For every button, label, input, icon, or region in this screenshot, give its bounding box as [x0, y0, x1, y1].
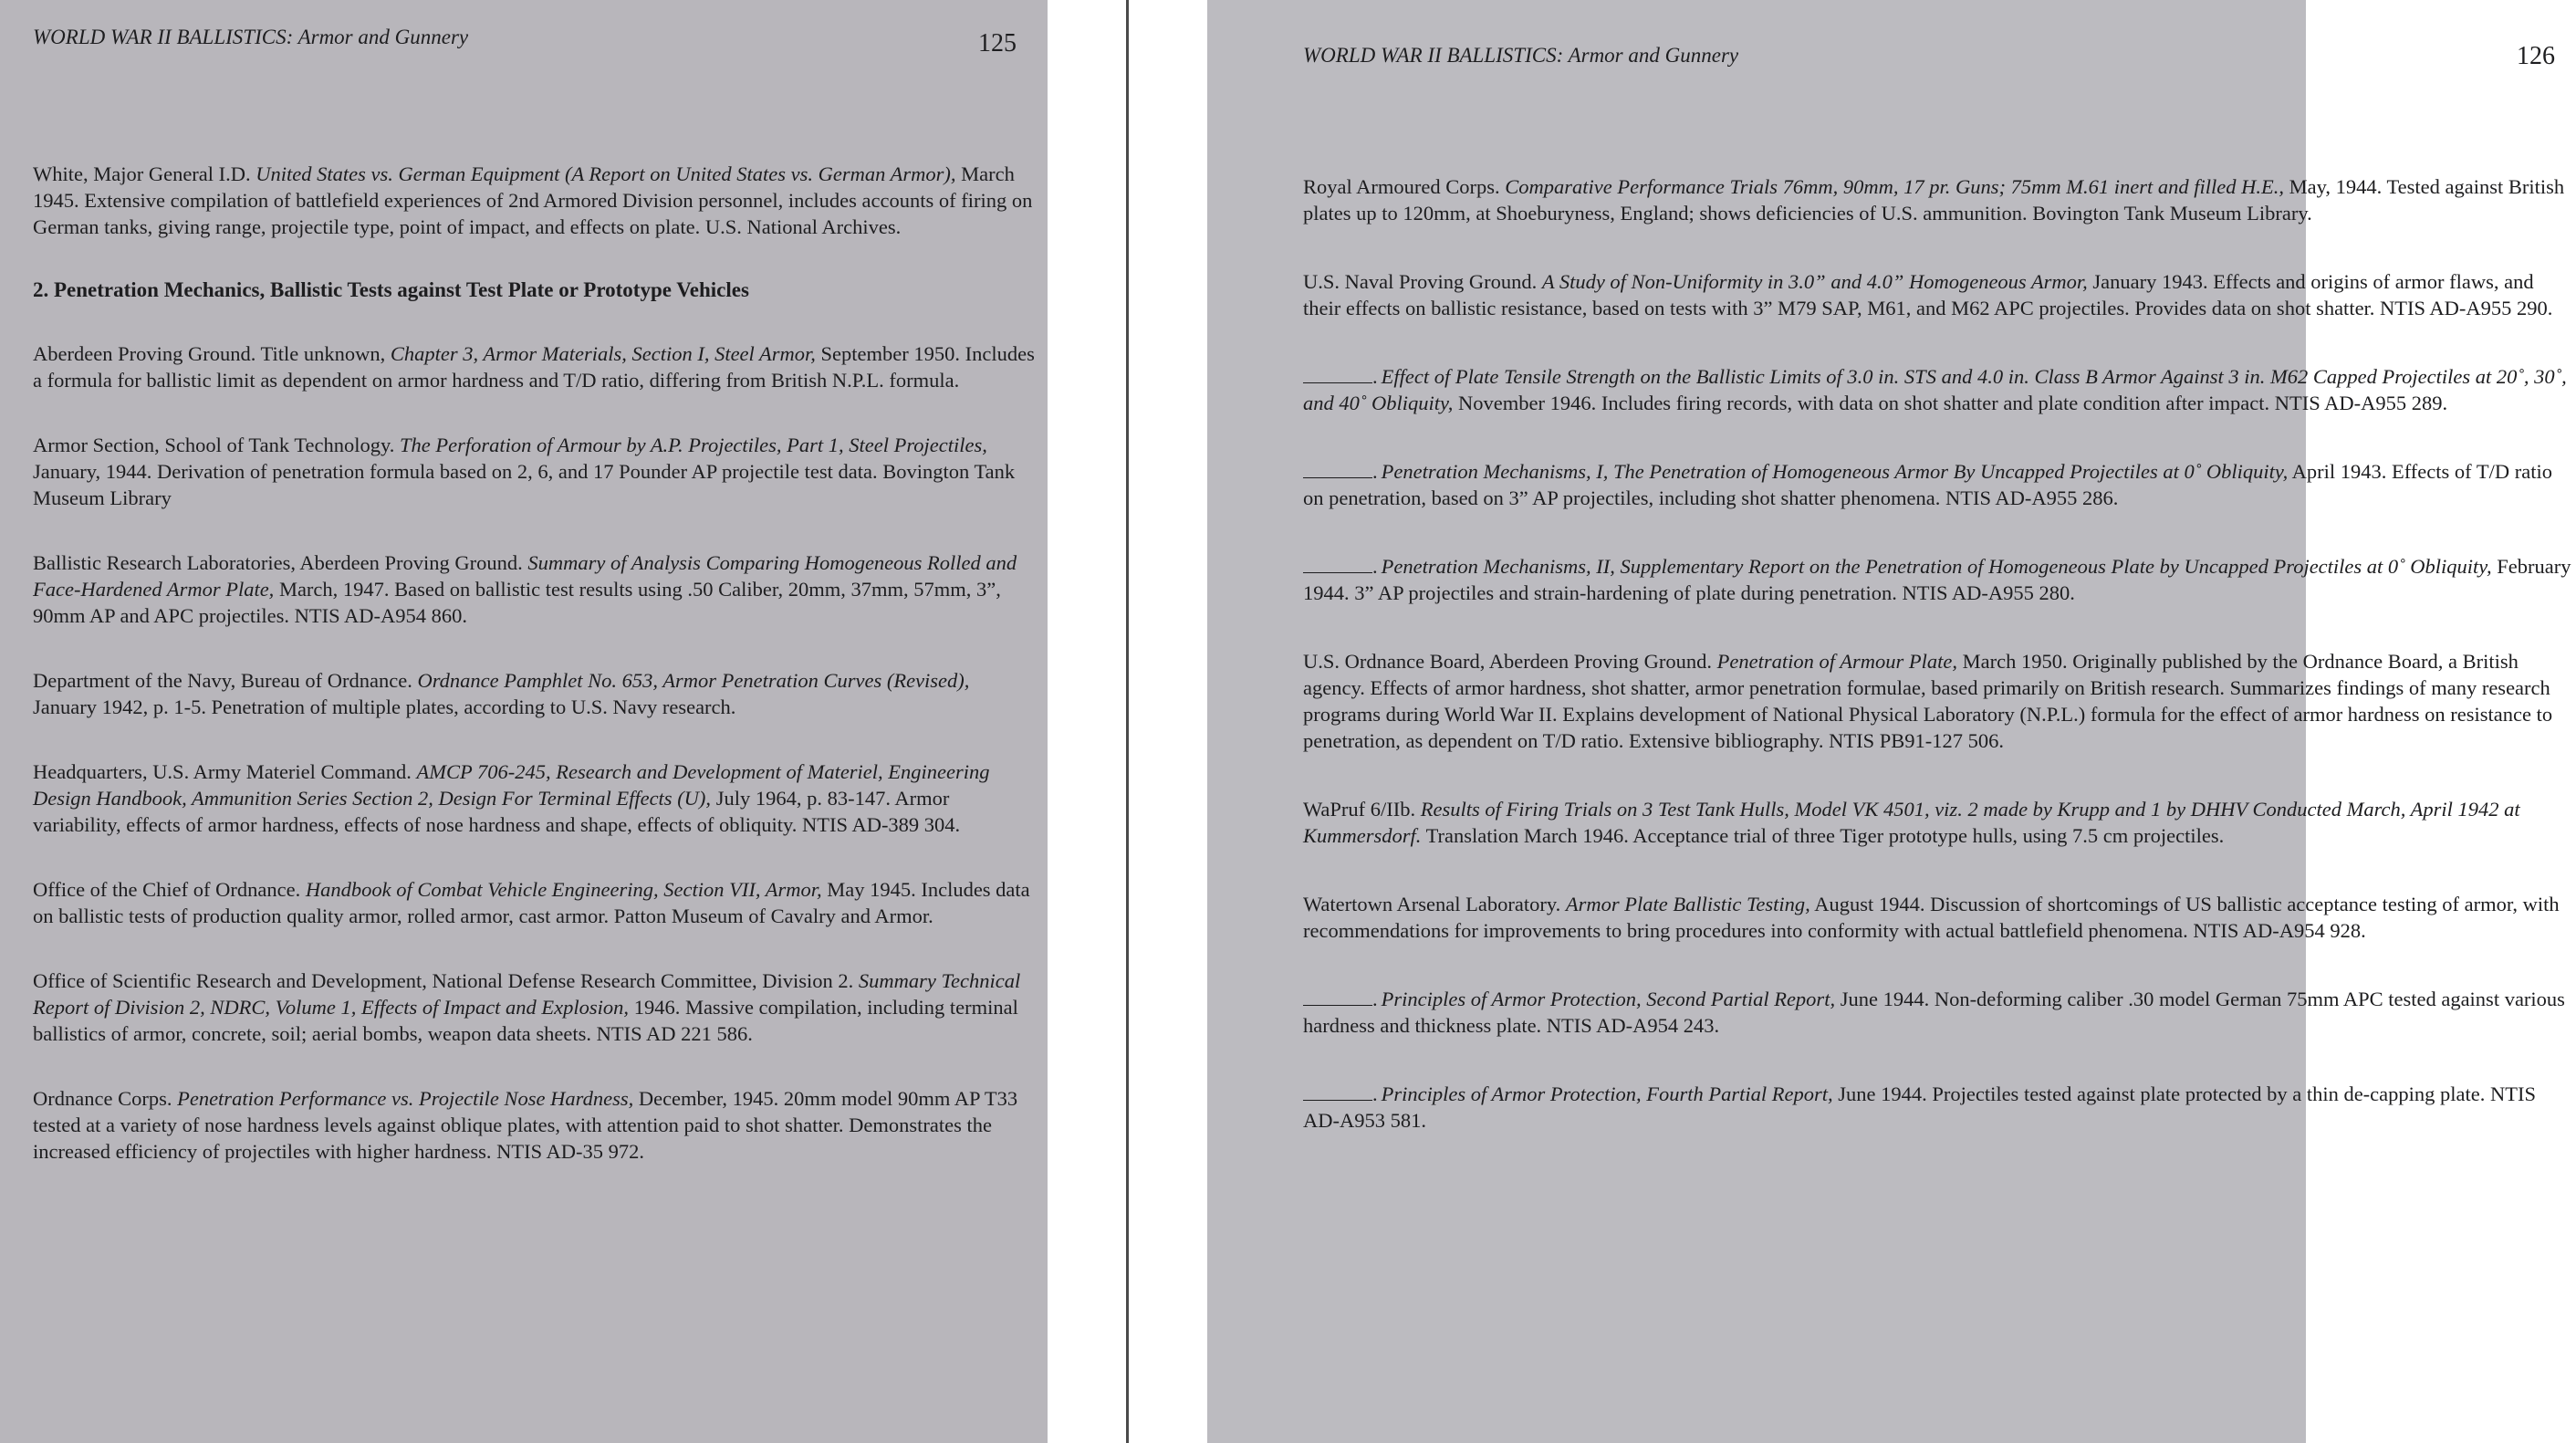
entry-author: Ordnance Corps.: [33, 1087, 172, 1110]
bibliography-list: [1303, 173, 2576, 1134]
entry-title: Comparative Performance Trials 76mm, 90mm, 17 pr. Guns; 75mm M.61 inert and filled H.E.,: [1505, 175, 2284, 198]
entry-description: January 1942, p. 1-5. Penetration of multiple plates, according to U.S. Navy research.: [33, 695, 736, 718]
entry-description: January 1943. Effects and origins of armor flaws, and their effects on ballistic resistance, based on tests with 3” M79 SAP, M61, and M62 APC projectiles. Provides data on shot shatter. NTIS AD-A955 290.: [1303, 270, 2553, 319]
entry-title: Penetration Mechanisms, II, Supplementary Report on the Penetration of Homogeneous Plate by Uncapped Projectiles at 0˚ Obliquity,: [1381, 555, 2492, 578]
ditto-author-rule: [1303, 988, 1372, 1006]
entry-author: Royal Armoured Corps.: [1303, 175, 1500, 198]
bibliography-entry: [33, 758, 1037, 838]
entry-author: Office of Scientific Research and Development, National Defense Research Committee, Division 2.: [33, 969, 854, 992]
bibliography-entry: . Principles of Armor Protection, Fourth Partial Report, June 1944. Projectiles tested against plate protected by a thin de-capping plate. NTIS AD-A953 581.: [1303, 1082, 2536, 1132]
entry-description: July 1964, p. 83-147. Armor variability, effects of armor hardness, effects of nose hardness and shape, effects of obliquity. NTIS AD-389 304.: [33, 787, 961, 836]
entry-title: Armor Plate Ballistic Testing,: [1565, 893, 1810, 915]
right-page: [1207, 0, 2571, 1443]
entry-description: Translation March 1946. Acceptance trial of three Tiger prototype hulls, using 7.5 cm projectiles.: [1425, 824, 2225, 847]
entry-author: U.S. Naval Proving Ground.: [1303, 270, 1538, 293]
entry-author: White, Major General I.D.: [33, 162, 251, 185]
entry-author: Watertown Arsenal Laboratory.: [1303, 893, 1561, 915]
entry-author: Headquarters, U.S. Army Materiel Command.: [33, 760, 412, 783]
entry-author: Aberdeen Proving Ground. Title unknown,: [33, 342, 386, 365]
entry-title: AMCP 706-245, Research and Development of Materiel, Engineering Design Handbook, Ammunition Series Section 2, Design For Terminal Effects (U),: [33, 760, 990, 810]
entry-description: 1946. Massive compilation, including terminal ballistics of armor, concrete, soil; aerial bombs, weapon data sheets. NTIS AD 221 586.: [33, 996, 1018, 1045]
bibliography-entry: [1303, 891, 2576, 944]
running-title: WORLD WAR II BALLISTICS: Armor and Gunnery: [33, 26, 469, 48]
bibliography-entry: [33, 967, 1037, 1047]
bibliography-entry: . Principles of Armor Protection, Second Partial Report, June 1944. Non-deforming caliber .30 model German 75mm APC tested against various hardness and thickness plate. NTIS AD-A954 243.: [1303, 988, 2565, 1037]
entry-description: April 1943. Effects of T/D ratio on penetration, based on 3” AP projectiles, including shot shatter phenomena. NTIS AD-A955 286.: [1303, 460, 2552, 509]
bibliography-entry: [1303, 268, 2576, 321]
bibliography-entry: [33, 161, 1037, 240]
ditto-author-rule: [1303, 1083, 1372, 1101]
entry-description: June 1944. Non-deforming caliber .30 model German 75mm APC tested against various hardness and thickness plate. NTIS AD-A954 243.: [1303, 988, 2565, 1037]
entry-description: September 1950. Includes a formula for ballistic limit as dependent on armor hardness and T/D ratio, differing from British N.P.L. formula.: [33, 342, 1035, 392]
entry-description: May, 1944. Tested against British plates up to 120mm, at Shoeburyness, England; shows deficiencies of U.S. ammunition. Bovington Tank Museum Library.: [1303, 175, 2565, 225]
entry-title: Principles of Armor Protection, Second Partial Report,: [1381, 988, 1836, 1010]
entry-title: Handbook of Combat Vehicle Engineering, Section VII, Armor,: [305, 878, 822, 901]
bibliography-entry: [1303, 173, 2576, 226]
entry-title: Summary Technical Report of Division 2, NDRC, Volume 1, Effects of Impact and Explosion,: [33, 969, 1021, 1019]
section-heading: 2. Penetration Mechanics, Ballistic Tests against Test Plate or Prototype Vehicles: [33, 278, 749, 301]
bibliography-entry: [33, 432, 1037, 511]
entry-title: Results of Firing Trials on 3 Test Tank Hulls, Model VK 4501, viz. 2 made by Krupp and 1 by DHHV Conducted March, April 1942 at Kummersdorf.: [1303, 798, 2520, 847]
bibliography-entry: [1303, 796, 2576, 849]
entry-author: Department of the Navy, Bureau of Ordnance.: [33, 669, 412, 692]
entry-description: December, 1945. 20mm model 90mm AP T33 tested at a variety of nose hardness levels against oblique plates, with attention paid to shot shatter. Demonstrates the increased efficiency of projectiles with higher hardness. NTIS AD-35 972.: [33, 1087, 1018, 1163]
bibliography-entry: . Penetration Mechanisms, II, Supplementary Report on the Penetration of Homogeneous Plate by Uncapped Projectiles at 0˚ Obliquity, February 1944. 3” AP projectiles and strain-hardening of plate during penetration. NTIS AD-A955 280.: [1303, 555, 2571, 604]
bibliography-entry: [33, 549, 1037, 629]
entry-description: January, 1944. Derivation of penetration formula based on 2, 6, and 17 Pounder AP projectile test data. Bovington Tank Museum Library: [33, 460, 1016, 509]
entry-title: Ordnance Pamphlet No. 653, Armor Penetration Curves (Revised),: [417, 669, 970, 692]
entry-title: The Perforation of Armour by A.P. Projectiles, Part 1, Steel Projectiles,: [400, 434, 987, 456]
entry-description: February 1944. 3” AP projectiles and strain-hardening of plate during penetration. NTIS AD-A955 280.: [1303, 555, 2571, 604]
entry-description: August 1944. Discussion of shortcomings of US ballistic acceptance testing of armor, with recommendations for improvements to bring procedures into conformity with actual battlefield phenomena. NTIS AD-A954 928.: [1303, 893, 2560, 942]
bibliography-entry: . Penetration Mechanisms, I, The Penetration of Homogeneous Armor By Uncapped Projectiles at 0˚ Obliquity, April 1943. Effects of T/D ratio on penetration, based on 3” AP projectiles, including shot shatter phenomena. NTIS AD-A955 286.: [1303, 460, 2552, 509]
right-page-header: [1303, 42, 2555, 99]
entry-title: Penetration Performance vs. Projectile Nose Hardness,: [177, 1087, 634, 1110]
ditto-author-rule: [1303, 556, 1372, 573]
left-page: [0, 0, 1048, 1443]
page-gutter-divider: [1126, 0, 1129, 1443]
entry-title: Penetration Mechanisms, I, The Penetration of Homogeneous Armor By Uncapped Projectiles at 0˚ Obliquity,: [1381, 460, 2289, 483]
bibliography-entry: [33, 667, 1037, 720]
entry-description: March 1950. Originally published by the Ordnance Board, a British agency. Effects of armor hardness, shot shatter, armor penetration formulae, based primarily on British research. Summarizes findings of many research programs during World War II. Explains development of National Physical Laboratory (N.P.L.) formula for the effect of armor hardness on resistance to penetration, as dependent on T/D ratio. Extensive bibliography. NTIS PB91-127 506.: [1303, 650, 2553, 752]
bibliography-entry: [33, 340, 1037, 393]
bibliography-entry: [33, 876, 1037, 929]
entry-description: March 1945. Extensive compilation of battlefield experiences of 2nd Armored Division personnel, includes accounts of firing on German tanks, giving range, projectile type, point of impact, and effects on plate. U.S. National Archives.: [33, 162, 1033, 238]
entry-description: November 1946. Includes firing records, with data on shot shatter and plate condition after impact. NTIS AD-A955 289.: [1458, 392, 2448, 414]
bibliography-entry: [1303, 648, 2576, 754]
running-title: WORLD WAR II BALLISTICS: Armor and Gunnery: [1303, 44, 1739, 67]
bibliography-entry: . Effect of Plate Tensile Strength on the Ballistic Limits of 3.0 in. STS and 4.0 in. Class B Armor Against 3 in. M62 Capped Projectiles at 20˚, 30˚, and 40˚ Obliquity, November 1946. Includes firing records, with data on shot shatter and plate condition after impact. NTIS AD-A955 289.: [1303, 365, 2567, 414]
entry-title: Summary of Analysis Comparing Homogeneous Rolled and Face-Hardened Armor Plate,: [33, 551, 1017, 601]
page-number: 126: [2517, 42, 2555, 70]
entry-title: Principles of Armor Protection, Fourth Partial Report,: [1381, 1082, 1833, 1105]
bibliography-list: [33, 161, 1037, 1165]
ditto-author-rule: [1303, 366, 1372, 383]
entry-author: WaPruf 6/IIb.: [1303, 798, 1416, 821]
entry-author: Armor Section, School of Tank Technology.: [33, 434, 395, 456]
entry-title: Effect of Plate Tensile Strength on the Ballistic Limits of 3.0 in. STS and 4.0 in. Class B Armor Against 3 in. M62 Capped Projectiles at 20˚, 30˚, and 40˚ Obliquity,: [1303, 365, 2567, 414]
bibliography-entry: [33, 1085, 1037, 1165]
left-page-header: [33, 26, 1048, 80]
entry-description: March, 1947. Based on ballistic test results using .50 Caliber, 20mm, 37mm, 57mm, 3”, 90mm AP and APC projectiles. NTIS AD-A954 860.: [33, 578, 1001, 627]
page-number: 125: [978, 29, 1017, 58]
entry-author: U.S. Ordnance Board, Aberdeen Proving Ground.: [1303, 650, 1713, 673]
entry-title: Penetration of Armour Plate,: [1716, 650, 1957, 673]
entry-title: United States vs. German Equipment (A Report on United States vs. German Armor),: [256, 162, 956, 185]
entry-author: Office of the Chief of Ordnance.: [33, 878, 301, 901]
entry-title: A Study of Non-Uniformity in 3.0” and 4.0” Homogeneous Armor,: [1541, 270, 2088, 293]
ditto-author-rule: [1303, 461, 1372, 478]
entry-title: Chapter 3, Armor Materials, Section I, Steel Armor,: [390, 342, 816, 365]
entry-author: Ballistic Research Laboratories, Aberdeen Proving Ground.: [33, 551, 523, 574]
entry-description: May 1945. Includes data on ballistic tests of production quality armor, rolled armor, cast armor. Patton Museum of Cavalry and Armor.: [33, 878, 1030, 927]
entry-description: June 1944. Projectiles tested against plate protected by a thin de-capping plate. NTIS AD-A953 581.: [1303, 1082, 2536, 1132]
